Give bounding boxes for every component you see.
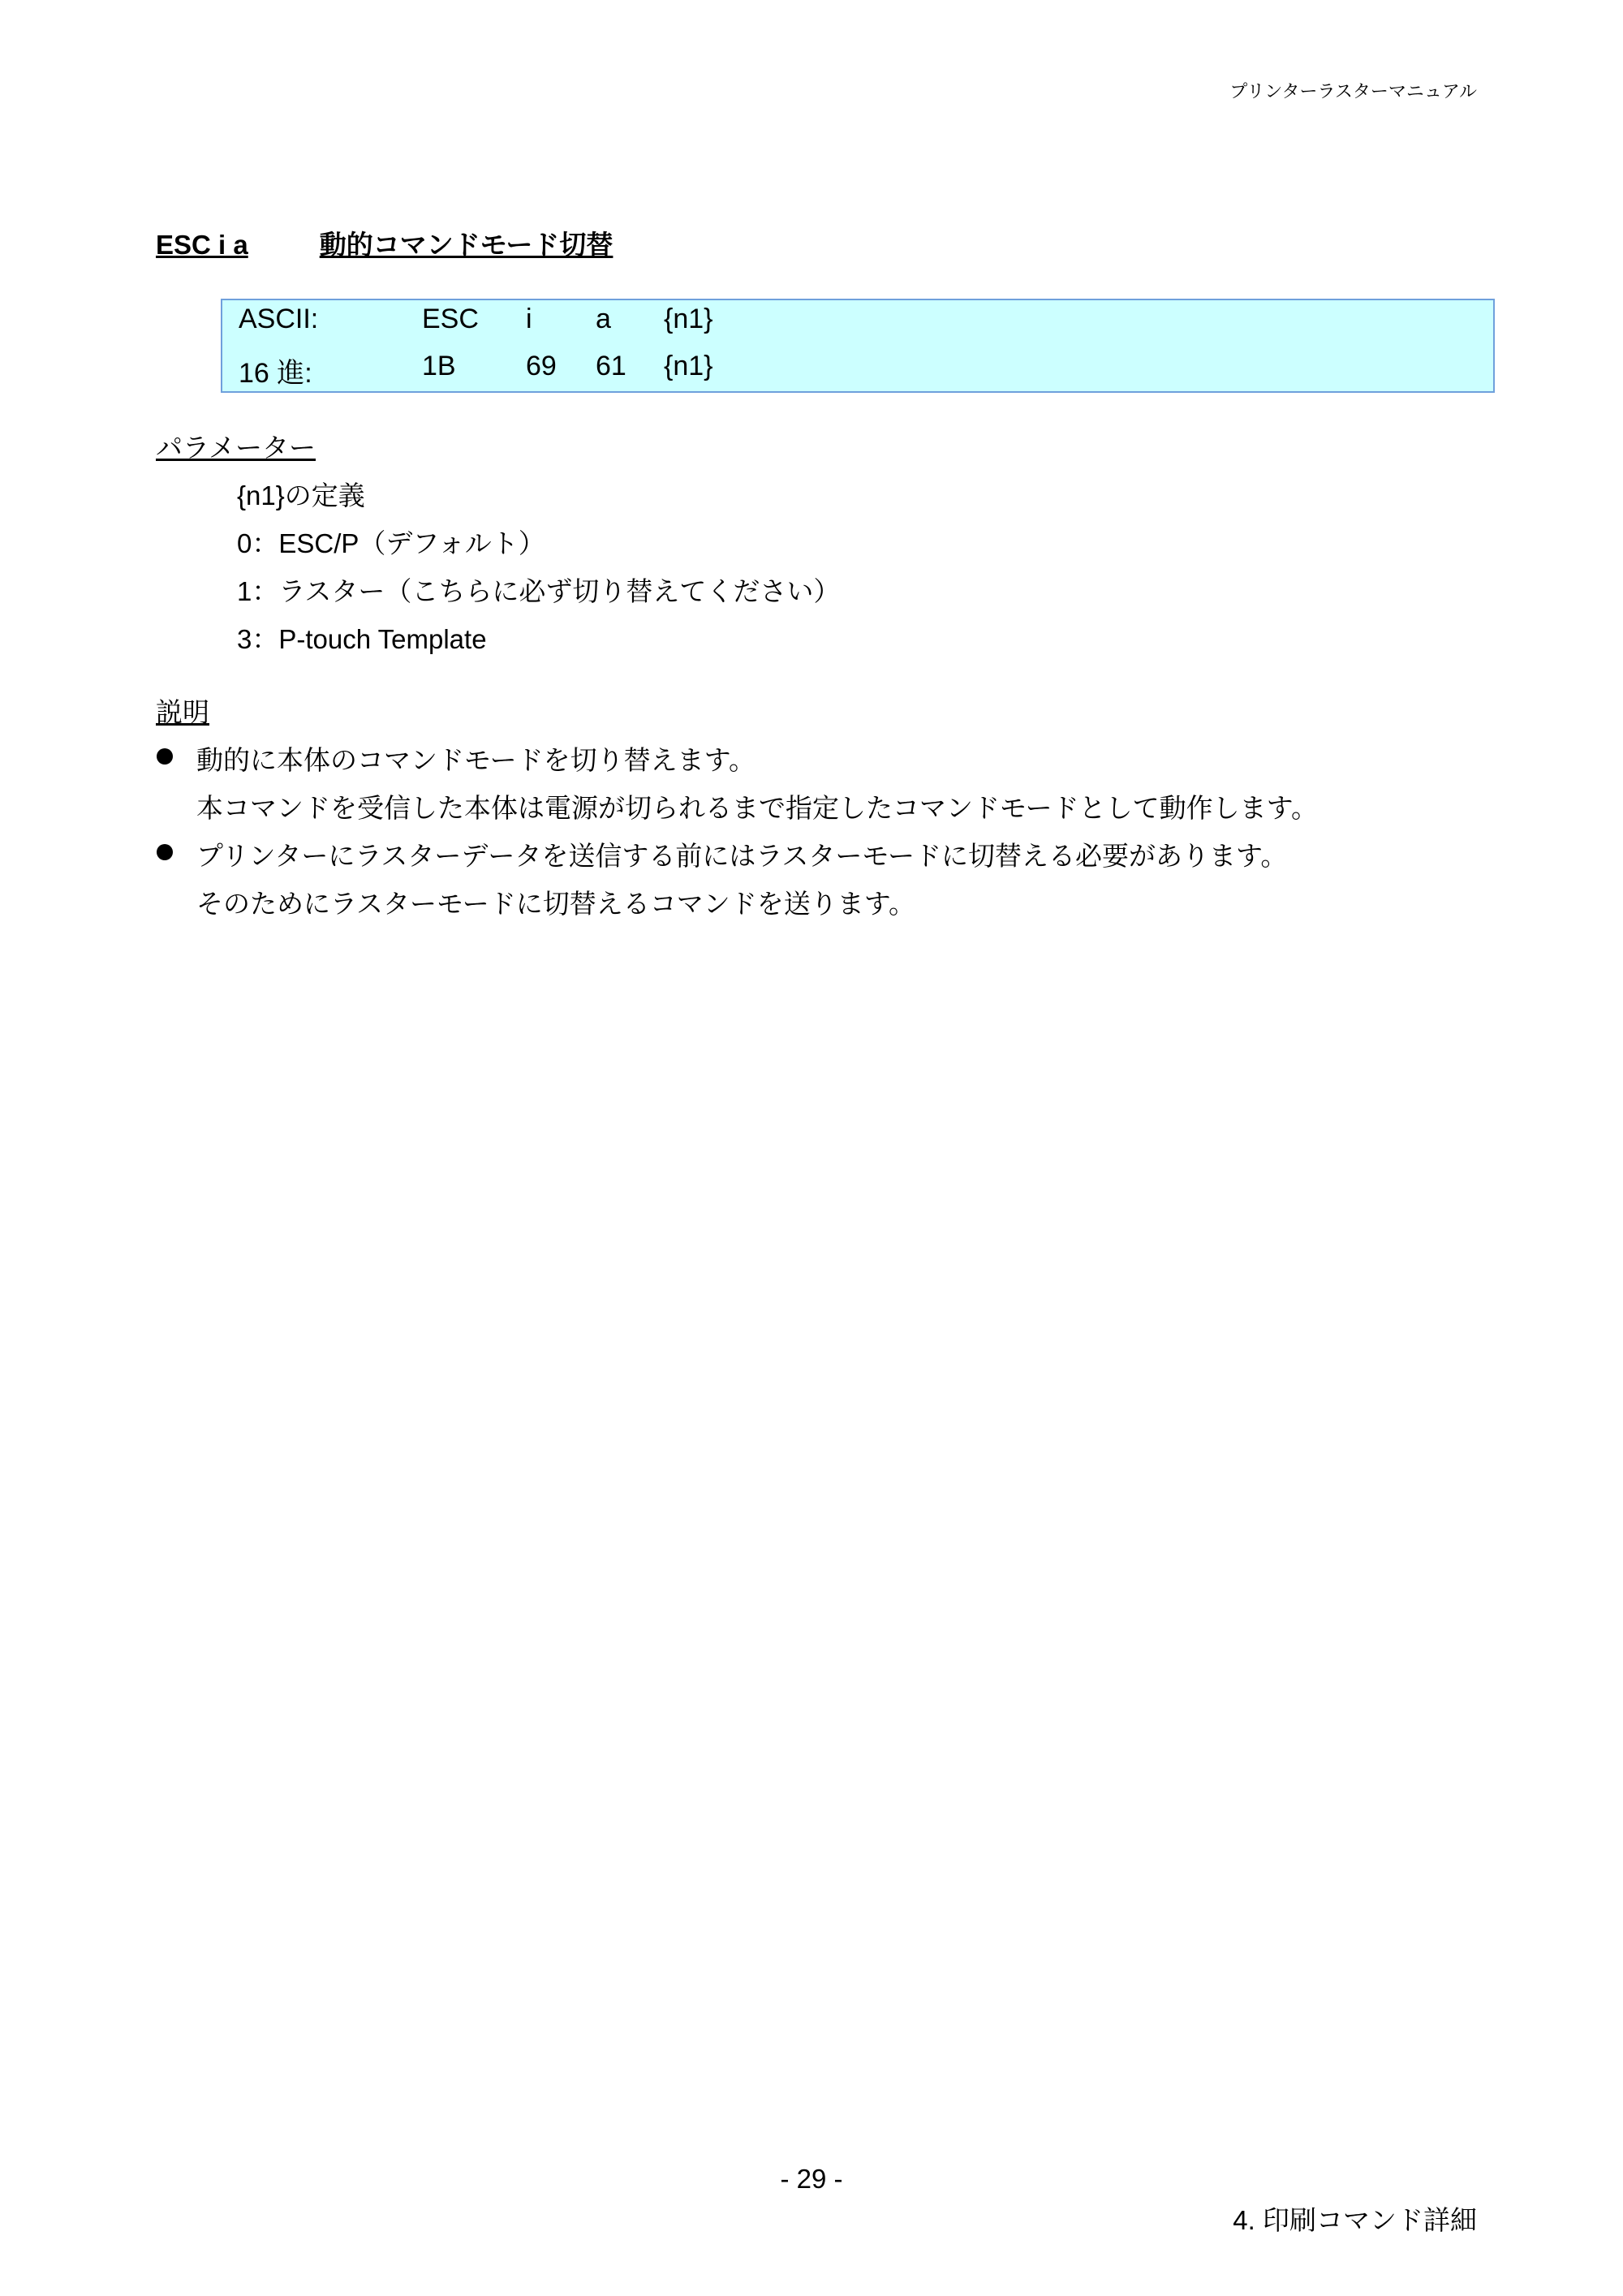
ascii-value: {n1} — [664, 304, 713, 334]
command-heading — [156, 224, 613, 262]
page-number: - 29 - — [780, 2164, 843, 2194]
command-syntax-box — [221, 299, 1495, 393]
hex-value: {n1} — [664, 351, 713, 381]
description-heading: 説明 — [156, 697, 209, 727]
manual-title: プリンターラスターマニュアル — [1229, 81, 1477, 101]
ascii-value: ESC — [422, 304, 479, 334]
bullet-icon — [157, 844, 173, 860]
parameter-line: 0：ESC/P（デフォルト） — [237, 528, 545, 558]
parameters-heading: パラメーター — [156, 433, 316, 463]
hex-value: 61 — [596, 351, 626, 381]
description-bullet: プリンターにラスターデータを送信する前にはラスターモードに切替える必要があります。 — [196, 841, 1288, 871]
description-bullet: 動的に本体のコマンドモードを切り替えます。 — [196, 745, 756, 775]
footer-section-title: 4. 印刷コマンド詳細 — [1233, 2205, 1477, 2235]
description-continuation: 本コマンドを受信した本体は電源が切られるまで指定したコマンドモードとして動作します。 — [196, 793, 1319, 823]
hex-value: 1B — [422, 351, 456, 381]
parameter-line: {n1}の定義 — [237, 480, 365, 510]
ascii-value: a — [596, 304, 611, 334]
hex-label: 16 進: — [239, 358, 312, 389]
bullet-icon — [157, 748, 173, 765]
parameter-line: 1：ラスター（こちらに必ず切り替えてください） — [237, 576, 841, 606]
hex-value: 69 — [526, 351, 557, 381]
ascii-label: ASCII: — [239, 304, 319, 334]
command-code: ESC i a — [156, 230, 248, 260]
parameter-line: 3：P-touch Template — [237, 624, 487, 654]
description-continuation: そのためにラスターモードに切替えるコマンドを送ります。 — [196, 889, 916, 919]
ascii-value: i — [526, 304, 532, 334]
command-name: 動的コマンドモード切替 — [319, 230, 613, 260]
